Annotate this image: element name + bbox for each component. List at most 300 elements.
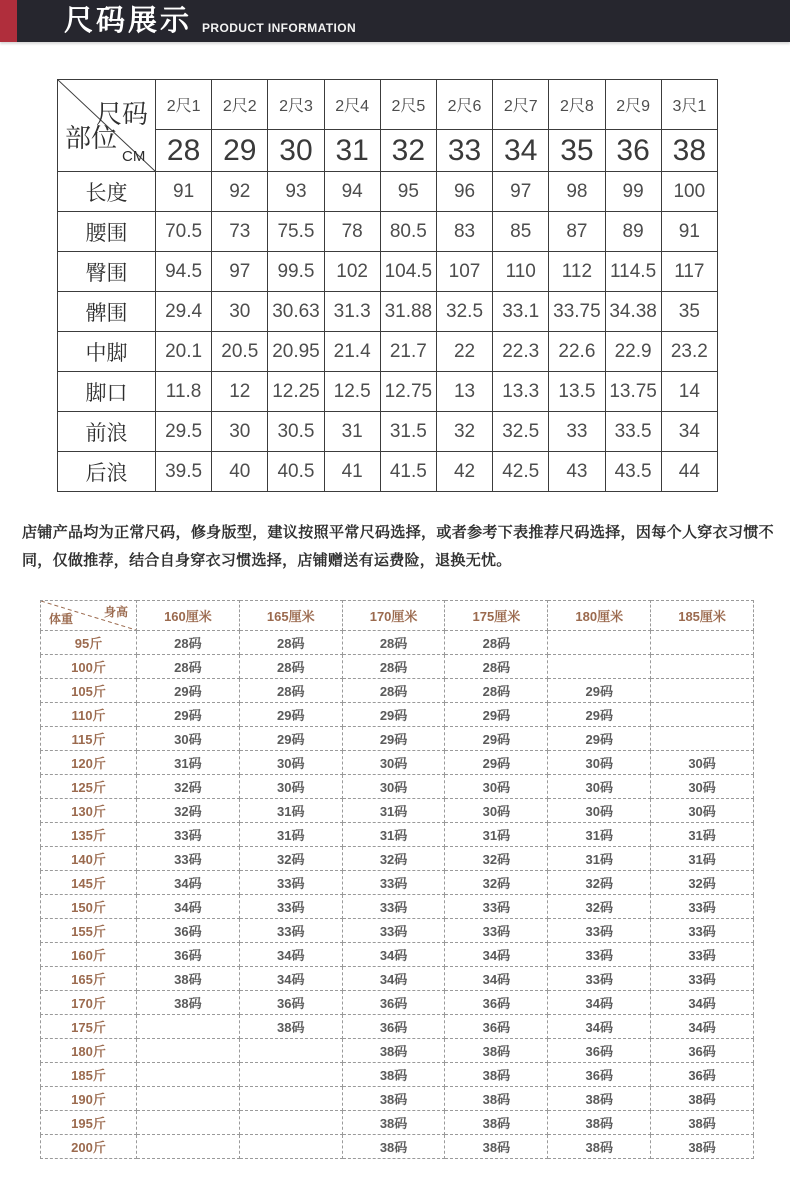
size-number-cell: 29 xyxy=(212,130,268,172)
recommend-size-cell: 28码 xyxy=(445,679,548,703)
measure-value-cell: 98 xyxy=(549,172,605,212)
recommend-table-row xyxy=(41,703,754,727)
measure-value-cell: 34.38 xyxy=(605,292,661,332)
recommend-size-cell: 33码 xyxy=(239,895,342,919)
recommend-size-cell: 28码 xyxy=(445,631,548,655)
recommend-size-cell xyxy=(651,703,754,727)
size-note-text: 店铺产品均为正常尺码，修身版型，建议按照平常尺码选择，或者参考下表推荐尺码选择，因每个人穿衣习惯不同，仅做推荐，结合自身穿衣习惯选择，店铺赠送有运费险，退换无忧。 xyxy=(22,524,774,569)
size-table-row xyxy=(58,332,718,372)
recommend-size-cell: 36码 xyxy=(651,1063,754,1087)
recommend-size-cell: 33码 xyxy=(239,919,342,943)
recommend-size-cell: 32码 xyxy=(137,775,240,799)
measure-value-cell: 91 xyxy=(156,172,212,212)
recommend-size-cell: 33码 xyxy=(445,895,548,919)
height-header-cell: 165厘米 xyxy=(239,601,342,631)
recommend-size-cell: 38码 xyxy=(651,1087,754,1111)
recommend-size-cell: 29码 xyxy=(445,703,548,727)
measure-value-cell: 32.5 xyxy=(436,292,492,332)
recommend-table-row xyxy=(41,679,754,703)
measure-value-cell: 94.5 xyxy=(156,252,212,292)
measure-value-cell: 22.9 xyxy=(605,332,661,372)
size-table-row xyxy=(58,292,718,332)
measure-value-cell: 13.3 xyxy=(493,372,549,412)
measure-value-cell: 14 xyxy=(661,372,717,412)
size-table xyxy=(57,79,718,492)
recommend-size-cell: 28码 xyxy=(342,631,445,655)
recommend-size-cell: 34码 xyxy=(445,967,548,991)
measure-value-cell: 43 xyxy=(549,452,605,492)
recommend-size-cell: 38码 xyxy=(651,1111,754,1135)
recommend-table-row xyxy=(41,895,754,919)
recommend-size-cell: 33码 xyxy=(445,919,548,943)
measure-value-cell: 99 xyxy=(605,172,661,212)
size-code-cell: 2尺7 xyxy=(493,80,549,130)
measure-value-cell: 80.5 xyxy=(380,212,436,252)
recommend-size-cell: 28码 xyxy=(342,655,445,679)
weight-label-cell: 110斤 xyxy=(41,703,137,727)
measure-value-cell: 29.5 xyxy=(156,412,212,452)
measure-value-cell: 11.8 xyxy=(156,372,212,412)
measure-label-cell: 后浪 xyxy=(58,452,156,492)
recommend-size-cell: 28码 xyxy=(239,679,342,703)
size-number-row xyxy=(58,130,718,172)
recommend-size-cell: 30码 xyxy=(445,775,548,799)
measure-value-cell: 33.75 xyxy=(549,292,605,332)
recommend-table-row xyxy=(41,751,754,775)
recommend-table-row xyxy=(41,1135,754,1159)
measure-value-cell: 107 xyxy=(436,252,492,292)
measure-value-cell: 34 xyxy=(661,412,717,452)
recommend-size-cell xyxy=(239,1111,342,1135)
measure-value-cell: 35 xyxy=(661,292,717,332)
size-code-cell: 2尺2 xyxy=(212,80,268,130)
recommend-size-cell: 29码 xyxy=(137,703,240,727)
corner-weight-label: 体重 xyxy=(49,612,74,626)
recommend-table-row xyxy=(41,1087,754,1111)
size-table-row xyxy=(58,172,718,212)
recommend-table xyxy=(40,600,754,1159)
measure-value-cell: 41 xyxy=(324,452,380,492)
recommend-size-cell: 32码 xyxy=(548,895,651,919)
weight-label-cell: 160斤 xyxy=(41,943,137,967)
recommend-size-cell: 29码 xyxy=(342,727,445,751)
size-table-body xyxy=(58,80,718,492)
measure-value-cell: 41.5 xyxy=(380,452,436,492)
size-code-cell: 2尺5 xyxy=(380,80,436,130)
measure-value-cell: 33.1 xyxy=(493,292,549,332)
measure-value-cell: 20.95 xyxy=(268,332,324,372)
measure-value-cell: 31.5 xyxy=(380,412,436,452)
recommend-size-cell: 34码 xyxy=(548,991,651,1015)
recommend-size-cell: 33码 xyxy=(548,943,651,967)
recommend-size-cell: 33码 xyxy=(137,847,240,871)
corner-height-label: 身高 xyxy=(103,605,128,619)
recommend-size-cell: 34码 xyxy=(239,943,342,967)
recommend-table-row xyxy=(41,727,754,751)
recommend-size-cell xyxy=(651,655,754,679)
recommend-size-cell: 29码 xyxy=(239,703,342,727)
measure-value-cell: 39.5 xyxy=(156,452,212,492)
recommend-size-cell: 38码 xyxy=(137,991,240,1015)
weight-label-cell: 190斤 xyxy=(41,1087,137,1111)
measure-value-cell: 114.5 xyxy=(605,252,661,292)
recommend-size-cell: 38码 xyxy=(548,1135,651,1159)
recommend-size-cell: 32码 xyxy=(342,847,445,871)
recommend-table-row xyxy=(41,943,754,967)
recommend-size-cell: 29码 xyxy=(548,727,651,751)
recommend-size-cell: 29码 xyxy=(239,727,342,751)
weight-label-cell: 165斤 xyxy=(41,967,137,991)
recommend-size-cell: 30码 xyxy=(548,751,651,775)
recommend-size-cell xyxy=(239,1087,342,1111)
recommend-size-cell: 38码 xyxy=(342,1111,445,1135)
measure-value-cell: 42.5 xyxy=(493,452,549,492)
measure-value-cell: 96 xyxy=(436,172,492,212)
size-table-corner-cell xyxy=(58,80,156,172)
size-code-cell: 2尺4 xyxy=(324,80,380,130)
size-number-cell: 34 xyxy=(493,130,549,172)
measure-value-cell: 40 xyxy=(212,452,268,492)
recommend-size-cell: 30码 xyxy=(548,775,651,799)
recommend-size-cell: 31码 xyxy=(651,823,754,847)
height-header-cell: 160厘米 xyxy=(137,601,240,631)
recommend-table-row xyxy=(41,823,754,847)
measure-value-cell: 12 xyxy=(212,372,268,412)
measure-value-cell: 43.5 xyxy=(605,452,661,492)
measure-value-cell: 87 xyxy=(549,212,605,252)
measure-value-cell: 78 xyxy=(324,212,380,252)
size-code-cell: 2尺6 xyxy=(436,80,492,130)
recommend-size-cell: 38码 xyxy=(445,1063,548,1087)
recommend-size-cell: 33码 xyxy=(548,919,651,943)
size-code-cell: 3尺1 xyxy=(661,80,717,130)
height-header-cell: 185厘米 xyxy=(651,601,754,631)
recommend-table-row xyxy=(41,967,754,991)
recommend-size-cell: 33码 xyxy=(548,967,651,991)
recommend-size-cell: 30码 xyxy=(651,799,754,823)
recommend-size-cell: 32码 xyxy=(239,847,342,871)
measure-value-cell: 12.75 xyxy=(380,372,436,412)
measure-value-cell: 89 xyxy=(605,212,661,252)
recommend-table-row xyxy=(41,1039,754,1063)
recommend-size-cell: 30码 xyxy=(342,751,445,775)
measure-value-cell: 33 xyxy=(549,412,605,452)
recommend-size-cell: 38码 xyxy=(239,1015,342,1039)
measure-value-cell: 40.5 xyxy=(268,452,324,492)
recommend-size-cell: 33码 xyxy=(342,919,445,943)
measure-label-cell: 长度 xyxy=(58,172,156,212)
recommend-size-cell: 29码 xyxy=(548,703,651,727)
measure-value-cell: 12.5 xyxy=(324,372,380,412)
recommend-size-cell: 38码 xyxy=(445,1135,548,1159)
measure-value-cell: 99.5 xyxy=(268,252,324,292)
recommend-size-cell: 33码 xyxy=(137,823,240,847)
weight-label-cell: 100斤 xyxy=(41,655,137,679)
page-title: 尺码展示 xyxy=(64,5,193,37)
recommend-table-row xyxy=(41,1015,754,1039)
size-table-row xyxy=(58,412,718,452)
measure-value-cell: 21.4 xyxy=(324,332,380,372)
measure-value-cell: 91 xyxy=(661,212,717,252)
recommend-size-cell xyxy=(137,1111,240,1135)
recommend-size-cell: 31码 xyxy=(239,799,342,823)
recommend-size-cell: 36码 xyxy=(137,943,240,967)
recommend-size-cell: 33码 xyxy=(342,871,445,895)
recommend-table-row xyxy=(41,1063,754,1087)
recommend-size-cell: 31码 xyxy=(548,847,651,871)
measure-value-cell: 30 xyxy=(212,292,268,332)
measure-value-cell: 100 xyxy=(661,172,717,212)
recommend-size-cell: 31码 xyxy=(445,823,548,847)
recommend-table-row xyxy=(41,631,754,655)
weight-label-cell: 120斤 xyxy=(41,751,137,775)
measure-value-cell: 94 xyxy=(324,172,380,212)
recommend-table-row xyxy=(41,847,754,871)
recommend-size-cell: 36码 xyxy=(651,1039,754,1063)
size-number-cell: 38 xyxy=(661,130,717,172)
measure-value-cell: 23.2 xyxy=(661,332,717,372)
recommend-size-cell: 34码 xyxy=(137,871,240,895)
weight-label-cell: 155斤 xyxy=(41,919,137,943)
weight-label-cell: 140斤 xyxy=(41,847,137,871)
measure-value-cell: 112 xyxy=(549,252,605,292)
measure-label-cell: 腰围 xyxy=(58,212,156,252)
recommend-size-cell: 28码 xyxy=(137,655,240,679)
size-number-cell: 35 xyxy=(549,130,605,172)
recommend-size-cell xyxy=(137,1039,240,1063)
recommend-size-cell: 28码 xyxy=(342,679,445,703)
recommend-size-cell: 33码 xyxy=(651,943,754,967)
recommend-size-cell: 32码 xyxy=(445,871,548,895)
size-code-cell: 2尺8 xyxy=(549,80,605,130)
measure-value-cell: 42 xyxy=(436,452,492,492)
recommend-size-cell: 38码 xyxy=(137,967,240,991)
measure-label-cell: 臀围 xyxy=(58,252,156,292)
recommend-size-cell: 33码 xyxy=(651,895,754,919)
recommend-size-cell: 38码 xyxy=(342,1087,445,1111)
recommend-size-cell: 38码 xyxy=(342,1063,445,1087)
measure-value-cell: 92 xyxy=(212,172,268,212)
weight-label-cell: 115斤 xyxy=(41,727,137,751)
recommend-size-cell: 30码 xyxy=(342,775,445,799)
measure-value-cell: 13.75 xyxy=(605,372,661,412)
size-number-cell: 28 xyxy=(156,130,212,172)
measure-value-cell: 32 xyxy=(436,412,492,452)
size-number-cell: 31 xyxy=(324,130,380,172)
recommend-size-cell: 31码 xyxy=(137,751,240,775)
recommend-size-cell: 32码 xyxy=(651,871,754,895)
recommend-size-cell: 30码 xyxy=(445,799,548,823)
recommend-size-cell: 30码 xyxy=(137,727,240,751)
measure-value-cell: 31.3 xyxy=(324,292,380,332)
red-accent-bar xyxy=(0,0,17,42)
recommend-size-cell: 31码 xyxy=(239,823,342,847)
recommend-size-cell: 38码 xyxy=(548,1087,651,1111)
recommend-size-cell xyxy=(651,679,754,703)
recommend-table-row xyxy=(41,799,754,823)
measure-value-cell: 22.6 xyxy=(549,332,605,372)
recommend-size-cell xyxy=(651,631,754,655)
recommend-size-cell xyxy=(548,655,651,679)
weight-label-cell: 150斤 xyxy=(41,895,137,919)
measure-value-cell: 97 xyxy=(493,172,549,212)
recommend-size-cell: 30码 xyxy=(651,775,754,799)
weight-label-cell: 105斤 xyxy=(41,679,137,703)
corner-unit-label: CM xyxy=(122,148,146,165)
recommend-size-cell: 30码 xyxy=(651,751,754,775)
recommend-size-cell: 33码 xyxy=(239,871,342,895)
recommend-size-cell: 30码 xyxy=(239,751,342,775)
recommend-size-cell: 29码 xyxy=(342,703,445,727)
recommend-size-cell: 38码 xyxy=(651,1135,754,1159)
weight-label-cell: 145斤 xyxy=(41,871,137,895)
measure-value-cell: 21.7 xyxy=(380,332,436,372)
measure-value-cell: 22.3 xyxy=(493,332,549,372)
measure-value-cell: 20.5 xyxy=(212,332,268,372)
weight-label-cell: 175斤 xyxy=(41,1015,137,1039)
size-table-row xyxy=(58,212,718,252)
recommend-size-cell: 33码 xyxy=(651,967,754,991)
recommend-size-cell: 36码 xyxy=(342,991,445,1015)
recommend-size-cell: 36码 xyxy=(342,1015,445,1039)
recommend-header-row xyxy=(41,601,754,631)
recommend-size-cell: 30码 xyxy=(239,775,342,799)
recommend-size-cell: 34码 xyxy=(342,943,445,967)
measure-value-cell: 95 xyxy=(380,172,436,212)
weight-label-cell: 125斤 xyxy=(41,775,137,799)
height-header-cell: 175厘米 xyxy=(445,601,548,631)
measure-value-cell: 104.5 xyxy=(380,252,436,292)
recommend-size-cell: 34码 xyxy=(137,895,240,919)
weight-label-cell: 195斤 xyxy=(41,1111,137,1135)
weight-label-cell: 185斤 xyxy=(41,1063,137,1087)
recommend-size-cell: 34码 xyxy=(548,1015,651,1039)
recommend-size-cell: 36码 xyxy=(445,991,548,1015)
size-table-row xyxy=(58,452,718,492)
measure-value-cell: 30.5 xyxy=(268,412,324,452)
recommend-size-cell: 33码 xyxy=(342,895,445,919)
measure-value-cell: 13.5 xyxy=(549,372,605,412)
weight-label-cell: 130斤 xyxy=(41,799,137,823)
recommend-table-row xyxy=(41,991,754,1015)
size-table-row xyxy=(58,252,718,292)
measure-value-cell: 30.63 xyxy=(268,292,324,332)
measure-value-cell: 31.88 xyxy=(380,292,436,332)
recommend-size-cell: 28码 xyxy=(445,655,548,679)
size-table-row xyxy=(58,372,718,412)
recommend-size-cell xyxy=(137,1135,240,1159)
recommend-size-cell xyxy=(137,1087,240,1111)
recommend-size-cell: 32码 xyxy=(548,871,651,895)
recommend-size-cell: 33码 xyxy=(651,919,754,943)
size-code-cell: 2尺3 xyxy=(268,80,324,130)
recommend-size-cell: 36码 xyxy=(137,919,240,943)
measure-value-cell: 20.1 xyxy=(156,332,212,372)
measure-value-cell: 75.5 xyxy=(268,212,324,252)
recommend-size-cell xyxy=(651,727,754,751)
recommend-size-cell: 28码 xyxy=(239,631,342,655)
recommend-size-cell: 34码 xyxy=(342,967,445,991)
measure-value-cell: 83 xyxy=(436,212,492,252)
section-header xyxy=(0,0,790,42)
recommend-size-cell: 36码 xyxy=(239,991,342,1015)
height-header-cell: 180厘米 xyxy=(548,601,651,631)
recommend-size-cell: 38码 xyxy=(342,1135,445,1159)
weight-label-cell: 135斤 xyxy=(41,823,137,847)
size-code-row xyxy=(58,80,718,130)
measure-value-cell: 32.5 xyxy=(493,412,549,452)
measure-value-cell: 85 xyxy=(493,212,549,252)
measure-label-cell: 前浪 xyxy=(58,412,156,452)
measure-value-cell: 102 xyxy=(324,252,380,292)
recommend-size-cell xyxy=(548,631,651,655)
size-code-cell: 2尺1 xyxy=(156,80,212,130)
measure-value-cell: 12.25 xyxy=(268,372,324,412)
measure-value-cell: 30 xyxy=(212,412,268,452)
recommend-size-cell xyxy=(239,1039,342,1063)
measure-value-cell: 117 xyxy=(661,252,717,292)
recommend-size-cell: 34码 xyxy=(651,991,754,1015)
size-number-cell: 32 xyxy=(380,130,436,172)
recommend-table-row xyxy=(41,871,754,895)
recommend-size-cell xyxy=(239,1135,342,1159)
recommend-table-body xyxy=(41,601,754,1159)
recommend-table-row xyxy=(41,1111,754,1135)
recommend-corner-cell xyxy=(41,601,137,631)
measure-value-cell: 70.5 xyxy=(156,212,212,252)
measure-label-cell: 髀围 xyxy=(58,292,156,332)
recommend-size-cell: 36码 xyxy=(548,1063,651,1087)
recommend-size-cell: 31码 xyxy=(651,847,754,871)
recommend-size-cell: 28码 xyxy=(137,631,240,655)
recommend-size-cell xyxy=(137,1063,240,1087)
recommend-size-cell: 31码 xyxy=(342,799,445,823)
recommend-table-row xyxy=(41,655,754,679)
recommend-size-cell xyxy=(239,1063,342,1087)
measure-value-cell: 73 xyxy=(212,212,268,252)
weight-label-cell: 200斤 xyxy=(41,1135,137,1159)
recommend-size-cell: 34码 xyxy=(445,943,548,967)
recommend-table-row xyxy=(41,775,754,799)
recommend-size-cell: 29码 xyxy=(137,679,240,703)
recommend-size-cell: 32码 xyxy=(445,847,548,871)
recommend-size-cell: 36码 xyxy=(445,1015,548,1039)
measure-label-cell: 中脚 xyxy=(58,332,156,372)
recommend-size-cell: 32码 xyxy=(137,799,240,823)
recommend-size-cell: 29码 xyxy=(445,727,548,751)
corner-size-label: 尺码 xyxy=(95,99,148,129)
weight-label-cell: 95斤 xyxy=(41,631,137,655)
height-header-cell: 170厘米 xyxy=(342,601,445,631)
recommend-size-cell: 38码 xyxy=(445,1087,548,1111)
size-number-cell: 30 xyxy=(268,130,324,172)
measure-value-cell: 97 xyxy=(212,252,268,292)
measure-label-cell: 脚口 xyxy=(58,372,156,412)
measure-value-cell: 110 xyxy=(493,252,549,292)
size-number-cell: 36 xyxy=(605,130,661,172)
measure-value-cell: 13 xyxy=(436,372,492,412)
recommend-size-cell: 31码 xyxy=(342,823,445,847)
measure-value-cell: 22 xyxy=(436,332,492,372)
weight-label-cell: 180斤 xyxy=(41,1039,137,1063)
recommend-size-cell: 34码 xyxy=(651,1015,754,1039)
corner-part-label: 部位 xyxy=(65,123,118,153)
measure-value-cell: 31 xyxy=(324,412,380,452)
recommend-size-cell: 38码 xyxy=(342,1039,445,1063)
recommend-size-cell: 28码 xyxy=(239,655,342,679)
measure-value-cell: 44 xyxy=(661,452,717,492)
recommend-size-cell: 30码 xyxy=(548,799,651,823)
